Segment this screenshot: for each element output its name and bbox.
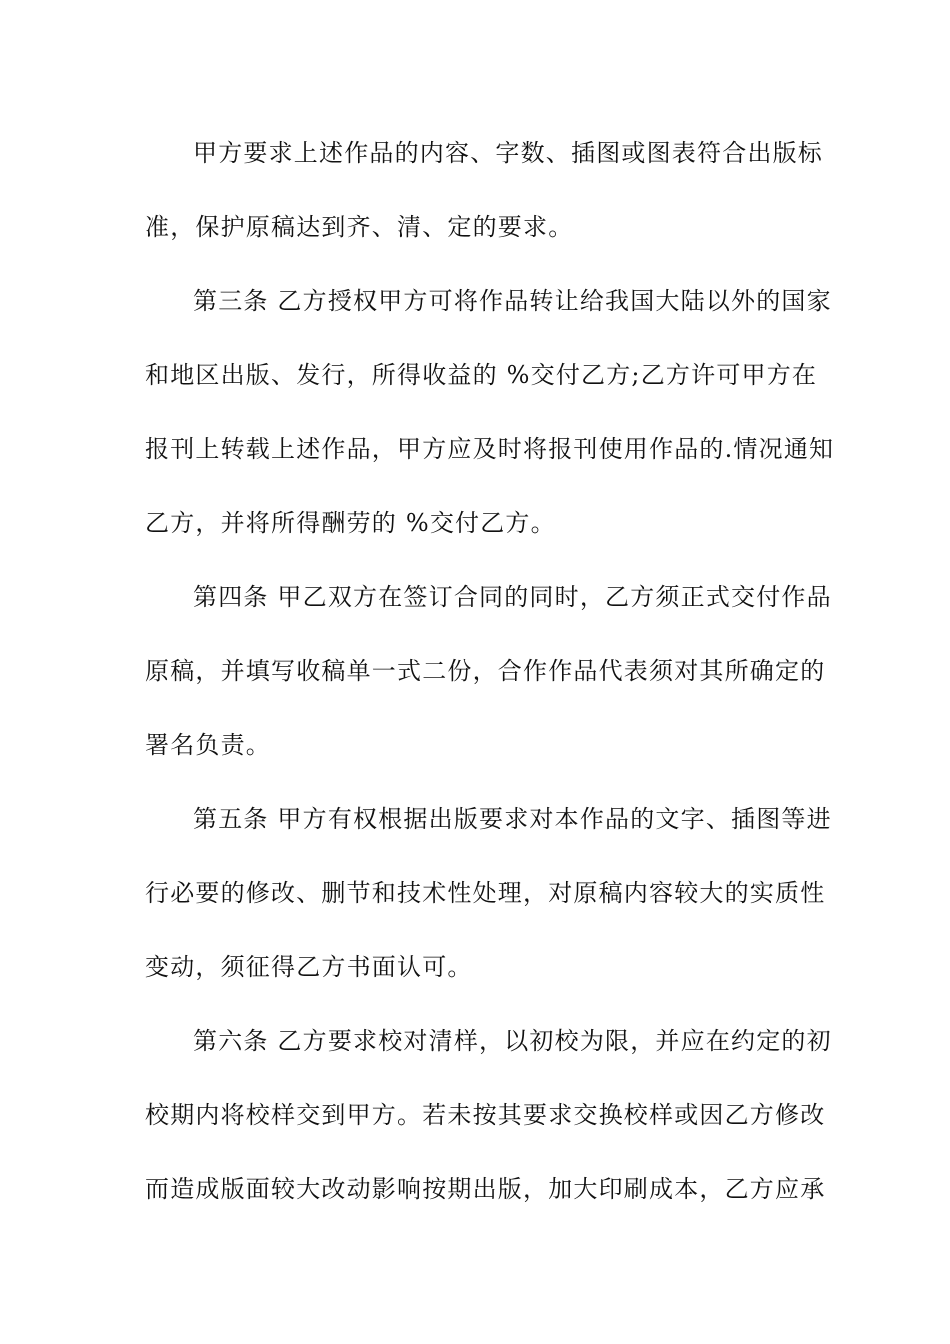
text-line: 校期内将校样交到甲方。若未按其要求交换校样或因乙方修改 [145, 1101, 826, 1129]
document-body [145, 128, 835, 1238]
text-line: 原稿，并填写收稿单一式二份，合作作品代表须对其所确定的 [145, 657, 826, 685]
text-line: 第四条 甲乙双方在签订合同的同时，乙方须正式交付作品 [193, 583, 832, 611]
text-line: 乙方，并将所得酬劳的 %交付乙方。 [145, 509, 556, 537]
text-line: 第五条 甲方有权根据出版要求对本作品的文字、插图等进 [193, 805, 832, 833]
text-line: 甲方要求上述作品的内容、字数、插图或图表符合出版标 [193, 139, 823, 167]
text-line: 准，保护原稿达到齐、清、定的要求。 [145, 213, 574, 241]
text-line: 报刊上转载上述作品，甲方应及时将报刊使用作品的.情况通知 [145, 435, 835, 463]
text-line: 而造成版面较大改动影响按期出版，加大印刷成本，乙方应承 [145, 1175, 826, 1203]
text-line: 第六条 乙方要求校对清样，以初校为限，并应在约定的初 [193, 1027, 832, 1055]
text-line: 署名负责。 [145, 731, 271, 759]
text-line: 和地区出版、发行，所得收益的 %交付乙方;乙方许可甲方在 [145, 361, 818, 389]
text-line: 第三条 乙方授权甲方可将作品转让给我国大陆以外的国家 [193, 287, 832, 315]
text-line: 变动，须征得乙方书面认可。 [145, 953, 473, 981]
text-line: 行必要的修改、删节和技术性处理，对原稿内容较大的实质性 [145, 879, 826, 907]
